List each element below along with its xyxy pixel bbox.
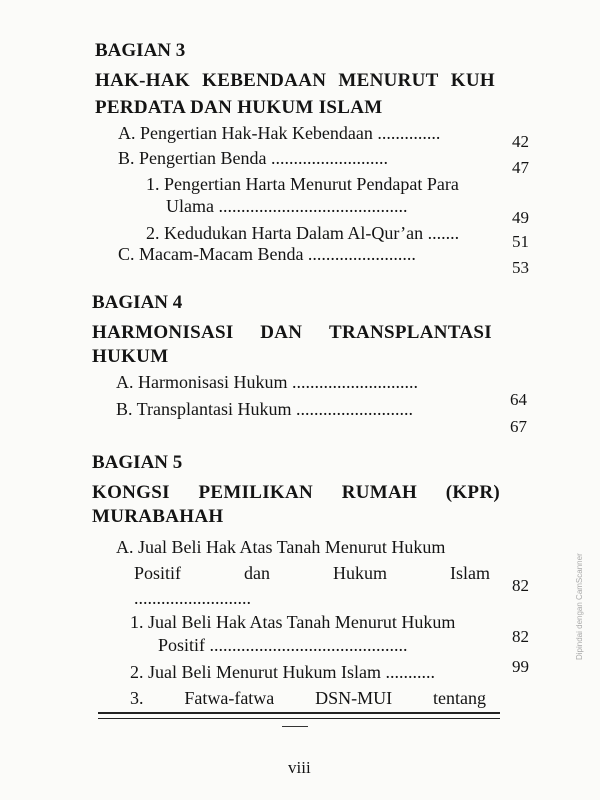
toc-page-number: 67 — [510, 417, 527, 436]
toc-page-number: 47 — [512, 158, 529, 177]
toc-entry: 1. Pengertian Harta Menurut Pendapat Para — [146, 174, 459, 194]
toc-entry: A. Jual Beli Hak Atas Tanah Menurut Hukum — [116, 537, 446, 557]
toc-entry: B. Transplantasi Hukum .......................... — [116, 399, 414, 419]
toc-page-number: 82 — [512, 576, 529, 595]
rule-mark — [282, 726, 308, 727]
footer-rule-thin — [98, 718, 500, 719]
toc-entry: 2. Kedudukan Harta Dalam Al-Qur’an ....... — [146, 223, 460, 243]
toc-entry: C. Macam-Macam Benda ........................ — [118, 244, 416, 264]
section-5-title-line-1: KONGSI PEMILIKAN RUMAH (KPR) — [92, 482, 500, 503]
toc-entry-continued: Positif ............................................ — [158, 635, 408, 655]
toc-entry-continued: .......................... — [134, 588, 251, 608]
toc-page-number: 82 — [512, 627, 529, 646]
toc-page-number: 99 — [512, 657, 529, 676]
toc-page-number: 42 — [512, 132, 529, 151]
toc-entry: 2. Jual Beli Menurut Hukum Islam ........... — [130, 662, 435, 682]
section-5-label: BAGIAN 5 — [92, 452, 183, 473]
page-number: viii — [288, 758, 311, 777]
toc-entry: B. Pengertian Benda .......................... — [118, 148, 388, 168]
section-3-title-line-1: HAK-HAK KEBENDAAN MENURUT KUH — [95, 70, 495, 91]
section-3-label: BAGIAN 3 — [95, 40, 186, 61]
toc-entry-continued: Positif dan Hukum Islam — [134, 563, 490, 583]
section-5-title-line-2: MURABAHAH — [92, 506, 224, 527]
toc-entry: 3. Fatwa-fatwa DSN-MUI tentang — [130, 688, 486, 708]
section-4-title-line-2: HUKUM — [92, 346, 169, 367]
toc-page-number: 49 — [512, 208, 529, 227]
scanner-watermark: Dipindai dengan CamScanner — [575, 553, 584, 660]
toc-entry-continued: Ulama .......................................... — [166, 196, 408, 216]
toc-entry: A. Harmonisasi Hukum ............................ — [116, 372, 418, 392]
toc-entry: A. Pengertian Hak-Hak Kebendaan .............. — [118, 123, 441, 143]
toc-page-number: 53 — [512, 258, 529, 277]
footer-rule — [98, 712, 500, 714]
section-3-title-line-2: PERDATA DAN HUKUM ISLAM — [95, 97, 383, 118]
section-4-title-line-1: HARMONISASI DAN TRANSPLANTASI — [92, 322, 492, 343]
toc-page-number: 51 — [512, 232, 529, 251]
section-4-label: BAGIAN 4 — [92, 292, 183, 313]
toc-page-number: 64 — [510, 390, 527, 409]
toc-entry: 1. Jual Beli Hak Atas Tanah Menurut Hukum — [130, 612, 456, 632]
